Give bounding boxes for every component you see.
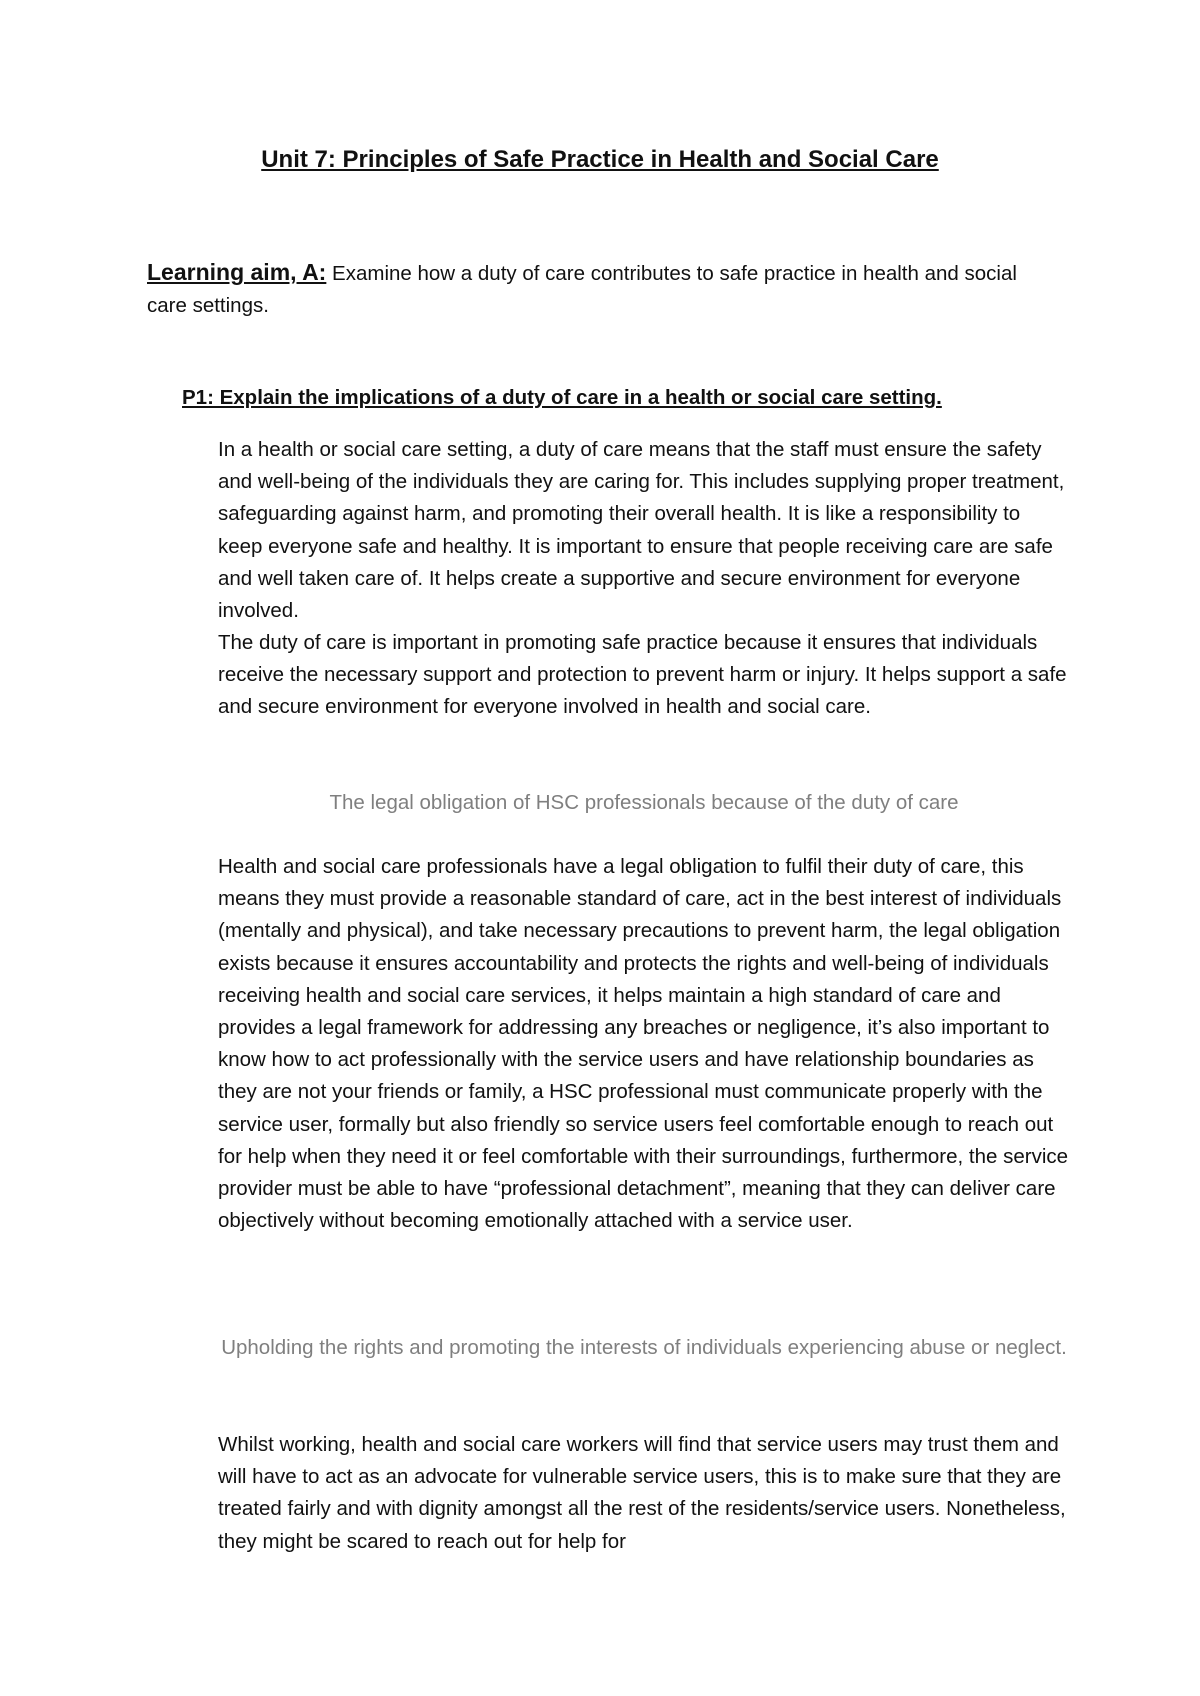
paragraph-safe-practice: The duty of care is important in promoting safe practice because it ensures that individuals receive the necessary support and protection to prevent harm or injury. It helps support a safe and secure environment for everyone involved in health and social care. [218,631,1067,719]
paragraph-legal-obligation: Health and social care professionals have a legal obligation to fulfil their duty of care, this means they must provide a reasonable standard of care, act in the best interest of individuals (mentally and physical), and take necessary precautions to prevent harm, the legal obligation exists because it ensures accountability and protects the rights and well-being of individuals receiving health and social care services, it helps maintain a high standard of care and provides a legal framework for addressing any breaches or negligence, it’s also important to know how to act professionally with the service users and have relationship boundaries as they are not your friends or family, a HSC professional must communicate properly with the service user, formally but also friendly so service users feel comfortable enough to reach out for help when they need it or feel comfortable with their surroundings, furthermore, the service provider must be able to have “professional detachment”, meaning that they can deliver care objectively without becoming emotionally attached with a service user. [218,855,1069,1233]
paragraph-advocacy: Whilst working, health and social care workers will find that service users may trust them and will have to act as an advocate for vulnerable service users, this is to make sure that they are treated fairly and with dignity amongst all the rest of the residents/service users. Nonetheless, they might be scared to reach out for help for [218,1433,1066,1553]
learning-aim-text: Examine how a duty of care contributes to safe practice in health and social care settings. [147,262,1017,317]
subheading-legal-obligation: The legal obligation of HSC professionals because of the duty of care [329,791,959,814]
subheading-upholding-rights: Upholding the rights and promoting the interests of individuals experiencing abuse or neglect. [221,1336,1067,1359]
learning-aim-label: Learning aim, A: [147,259,327,285]
document-title: Unit 7: Principles of Safe Practice in Health and Social Care [261,146,939,173]
paragraph-duty-of-care: In a health or social care setting, a duty of care means that the staff must ensure the safety and well-being of the individuals they are caring for. This includes supplying proper treatment, safeguarding against harm, and promoting their overall health. It is like a responsibility to keep everyone safe and healthy. It is important to ensure that people receiving care are safe and well taken care of. It helps create a supportive and secure environment for everyone involved. [218,438,1065,623]
learning-aim [147,256,1047,322]
p1-heading: P1: Explain the implications of a duty of care in a health or social care setting. [182,386,942,409]
